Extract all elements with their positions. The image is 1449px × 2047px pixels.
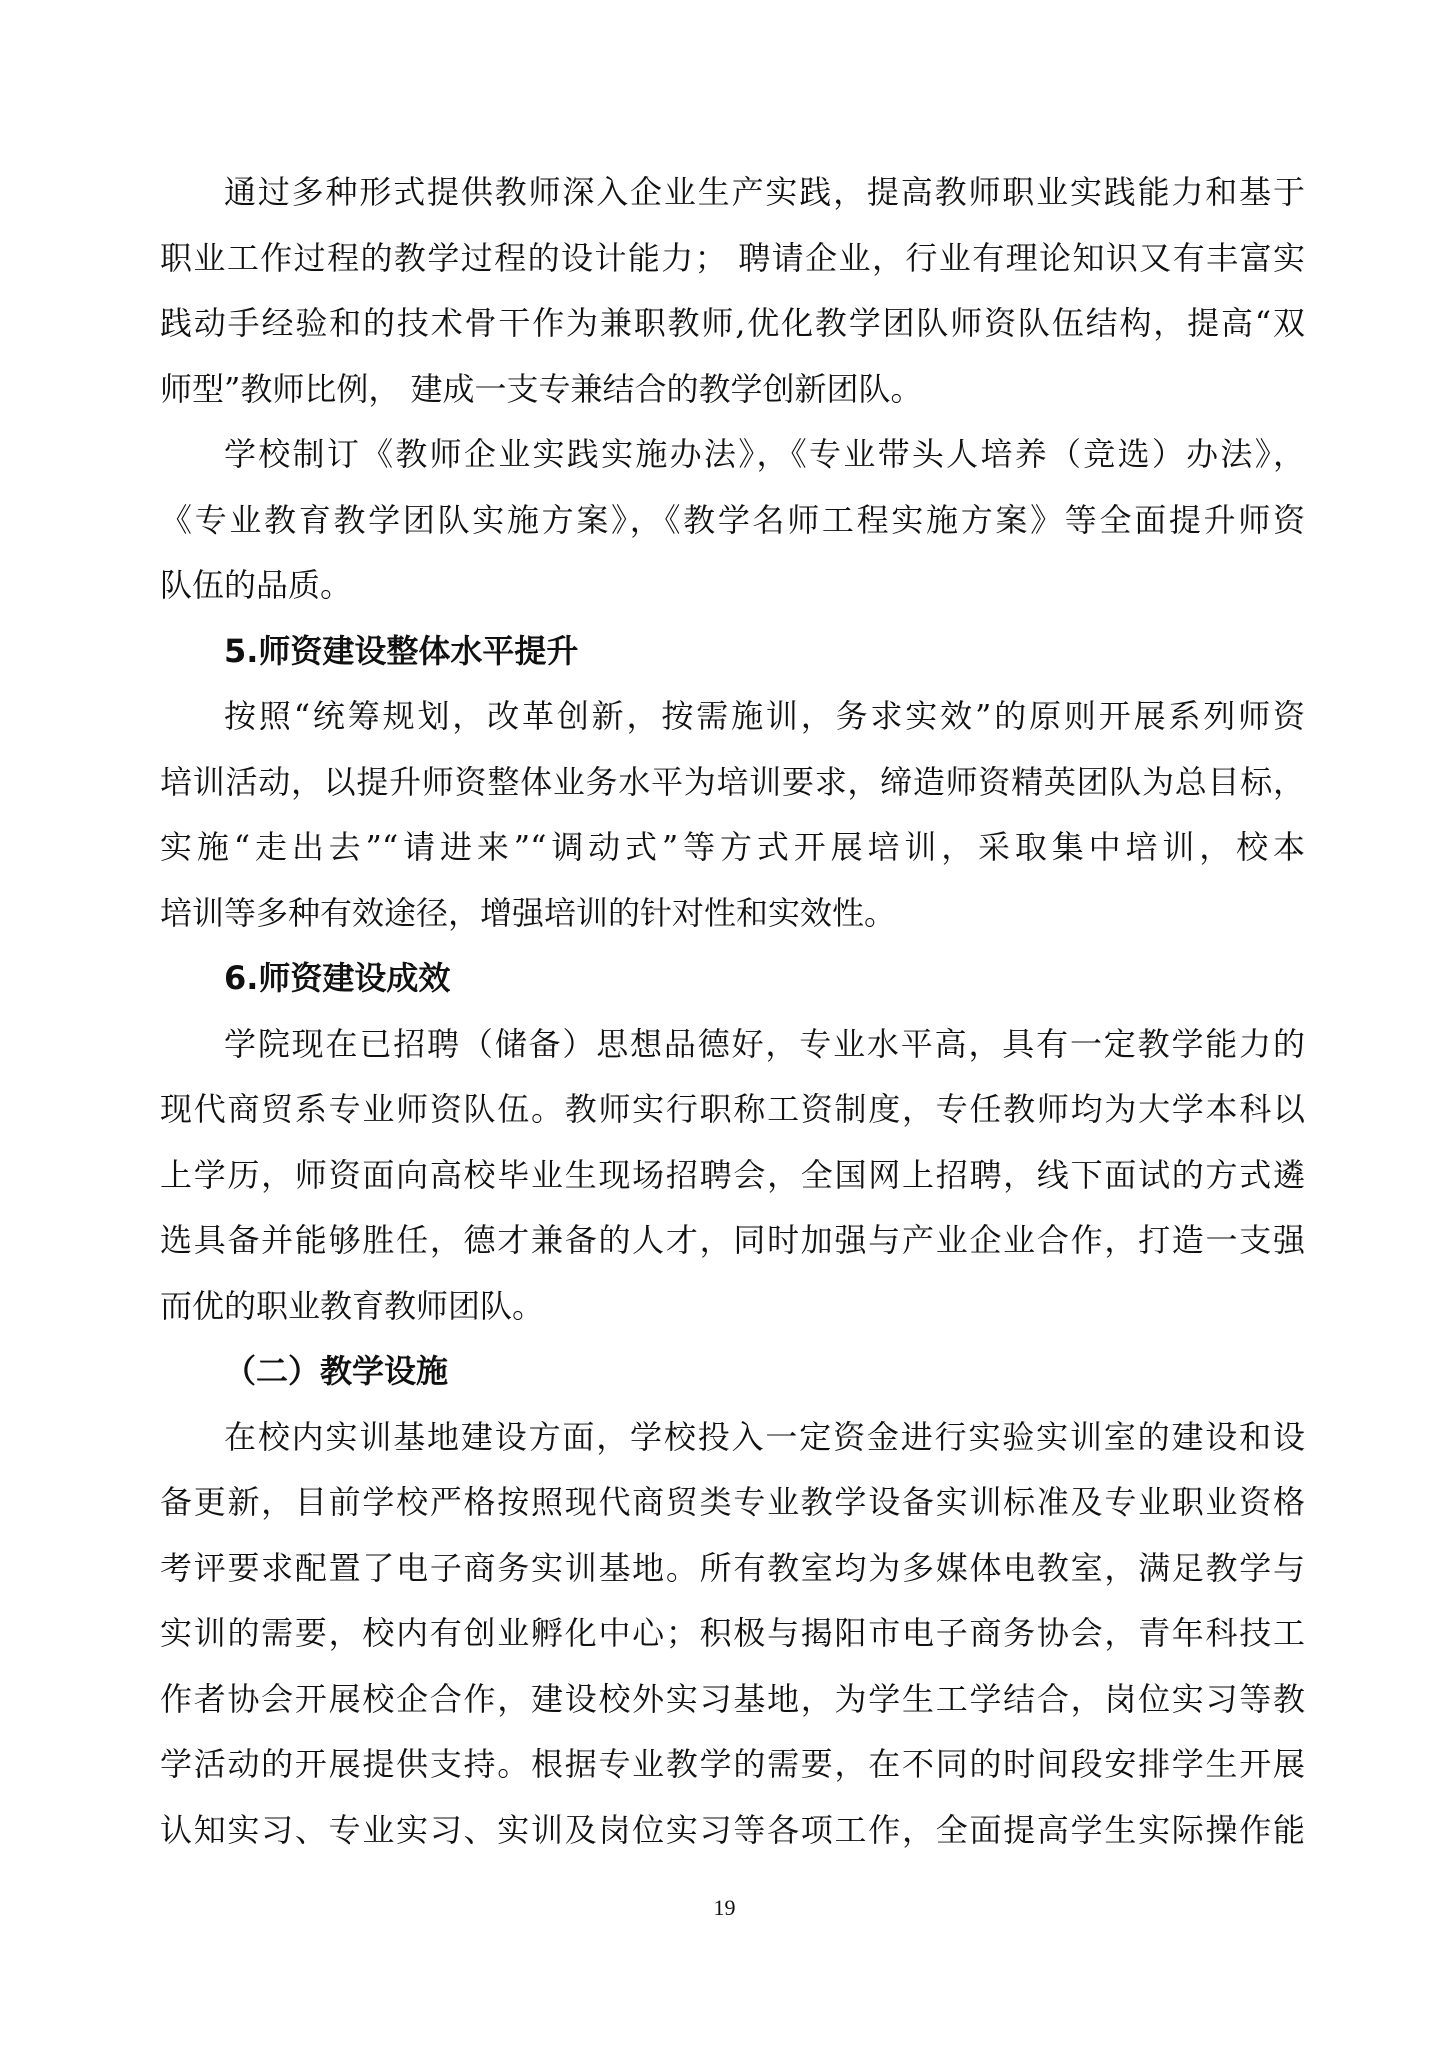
text-line: 学活动的开展提供支持。根据专业教学的需要，在不同的时间段安排学生开展 <box>160 1745 1305 1783</box>
text-line: 践动手经验和的技术骨干作为兼职教师,优化教学团队师资队伍结构，提高“双 <box>160 304 1305 342</box>
section-heading: （二）教学设施 <box>224 1352 449 1390</box>
text-line: 认知实习、专业实习、实训及岗位实习等各项工作，全面提高学生实际操作能 <box>160 1810 1305 1849</box>
text-line: 《专业教育教学团队实施方案》，《教学名师工程实施方案》等全面提升师资 <box>160 500 1305 539</box>
text-line: 实训的需要，校内有创业孵化中心；积极与揭阳市电子商务协会，青年科技工 <box>160 1614 1305 1652</box>
text-line: 而优的职业教育教师团队。 <box>160 1286 545 1325</box>
text-line: 作者协会开展校企合作，建设校外实习基地，为学生工学结合，岗位实习等教 <box>160 1679 1305 1718</box>
text-line: 学院现在已招聘（储备）思想品德好，专业水平高，具有一定教学能力的 <box>224 1024 1305 1063</box>
text-line: 实施“走出去”“请进来”“调动式”等方式开展培训，采取集中培训，校本 <box>160 828 1305 866</box>
text-line: 考评要求配置了电子商务实训基地。所有教室均为多媒体电教室，满足教学与 <box>160 1548 1305 1587</box>
paragraph <box>160 160 1305 422</box>
text-line: 在校内实训基地建设方面，学校投入一定资金进行实验实训室的建设和设 <box>224 1417 1305 1456</box>
text-line: 上学历，师资面向高校毕业生现场招聘会，全国网上招聘，线下面试的方式遴 <box>160 1155 1305 1194</box>
text-line: 培训等多种有效途径，增强培训的针对性和实效性。 <box>160 893 897 932</box>
paragraph <box>160 684 1305 946</box>
paragraph <box>160 1405 1305 1864</box>
document-page <box>160 160 1305 1863</box>
text-line: 职业工作过程的教学过程的设计能力； 聘请企业，行业有理论知识又有丰富实 <box>160 238 1305 277</box>
text-line: 现代商贸系专业师资队伍。教师实行职称工资制度，专任教师均为大学本科以 <box>160 1090 1305 1128</box>
text-line: 选具备并能够胜任，德才兼备的人才，同时加强与产业企业合作，打造一支强 <box>160 1221 1305 1259</box>
text-line: 学校制订《教师企业实践实施办法》，《专业带头人培养（竞选）办法》， <box>224 435 1305 473</box>
page-number: 19 <box>713 1895 736 1920</box>
text-line: 备更新，目前学校严格按照现代商贸类专业教学设备实训标准及专业职业资格 <box>160 1483 1305 1521</box>
text-line: 培训活动，以提升师资整体业务水平为培训要求，缔造师资精英团队为总目标， <box>160 762 1305 801</box>
text-line: 通过多种形式提供教师深入企业生产实践，提高教师职业实践能力和基于 <box>224 173 1305 211</box>
section-heading: 5.师资建设整体水平提升 <box>224 631 579 670</box>
text-line: 师型”教师比例， 建成一支专兼结合的教学创新团队。 <box>160 369 923 408</box>
text-line: 按照“统筹规划，改革创新，按需施训，务求实效”的原则开展系列师资 <box>224 697 1305 735</box>
paragraph <box>160 422 1305 619</box>
paragraph <box>160 1012 1305 1340</box>
text-line: 队伍的品质。 <box>160 566 353 604</box>
section-heading: 6.师资建设成效 <box>224 959 451 997</box>
